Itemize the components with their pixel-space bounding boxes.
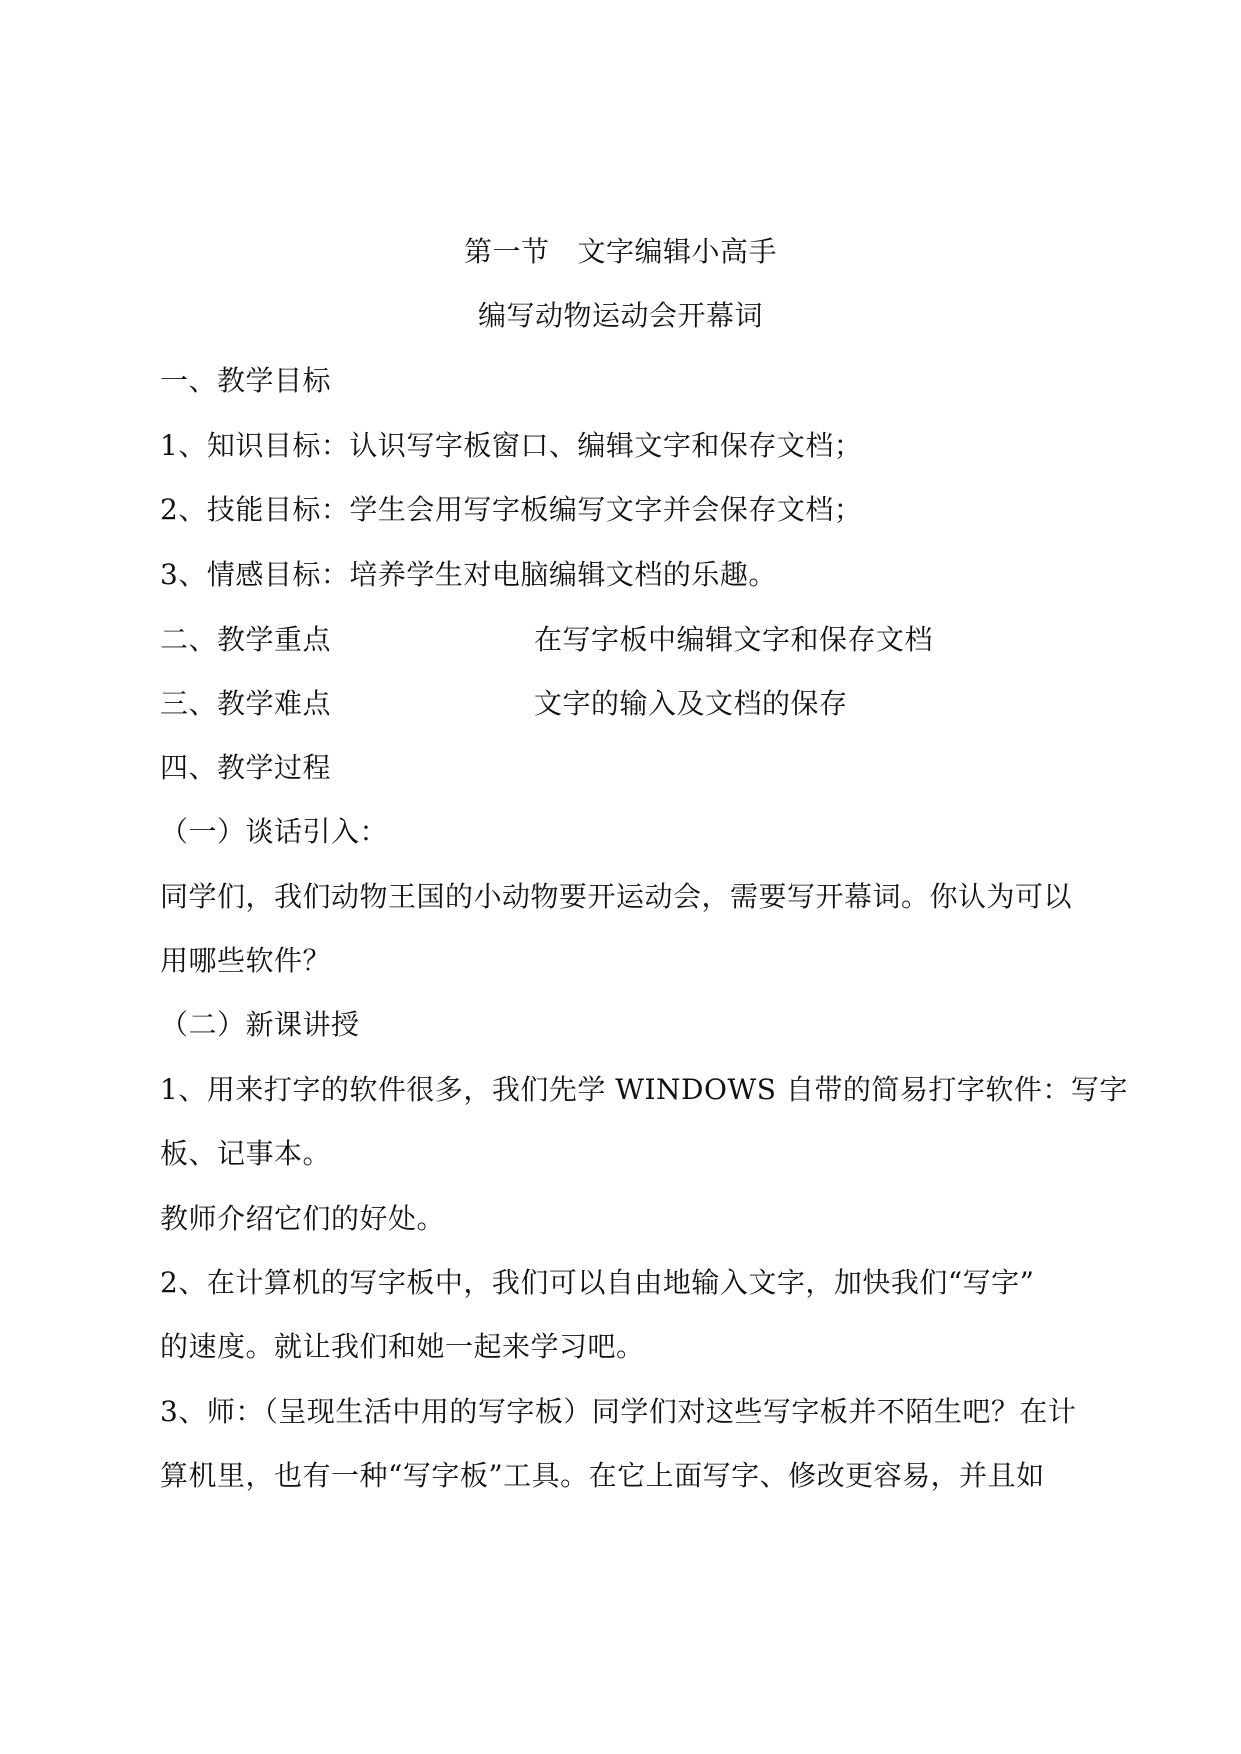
page-subtitle: 编写动物运动会开幕词 [477,299,763,332]
paragraph-intro-line2: 用哪些软件？ [160,944,332,977]
paragraph-teacher-intro: 教师介绍它们的好处。 [160,1202,446,1235]
keypoint-content: 在写字板中编辑文字和保存文档 [534,623,934,656]
section-heading-goals: 一、教学目标 [160,364,332,397]
paragraph-teacher-line1: 3、师：（呈现生活中用的写字板）同学们对这些写字板并不陌生吧？在计 [160,1395,1077,1428]
section-heading-keypoint: 二、教学重点 [160,623,332,656]
paragraph-wordpad-line1: 2、在计算机的写字板中，我们可以自由地输入文字，加快我们“写字” [160,1266,1035,1299]
paragraph-software-line2: 板、记事本。 [160,1137,332,1170]
title-section-name: 文字编辑小高手 [577,235,778,268]
goal-skill: 2、技能目标：学生会用写字板编写文字并会保存文档； [160,493,863,526]
paragraph-wordpad-line2: 的速度。就让我们和她一起来学习吧。 [160,1330,645,1363]
paragraph-teacher-line2: 算机里，也有一种“写字板”工具。在它上面写字、修改更容易，并且如 [160,1459,1045,1492]
paragraph-intro-line1: 同学们，我们动物王国的小动物要开运动会，需要写开幕词。你认为可以 [160,880,1073,913]
section-heading-process: 四、教学过程 [160,751,332,784]
goal-emotion: 3、情感目标：培养学生对电脑编辑文档的乐趣。 [160,558,777,591]
difficulty-content: 文字的输入及文档的保存 [534,687,848,720]
goal-knowledge: 1、知识目标：认识写字板窗口、编辑文字和保存文档； [160,429,863,462]
page-title [0,232,1241,272]
paragraph-software-line1: 1、用来打字的软件很多，我们先学 WINDOWS 自带的简易打字软件：写字 [160,1073,1128,1106]
section-heading-difficulty: 三、教学难点 [160,687,332,720]
subsection-heading-new-lesson: （二）新课讲授 [160,1008,360,1041]
subsection-heading-intro: （一）谈话引入： [160,815,389,848]
title-section-number: 第一节 [463,235,550,268]
